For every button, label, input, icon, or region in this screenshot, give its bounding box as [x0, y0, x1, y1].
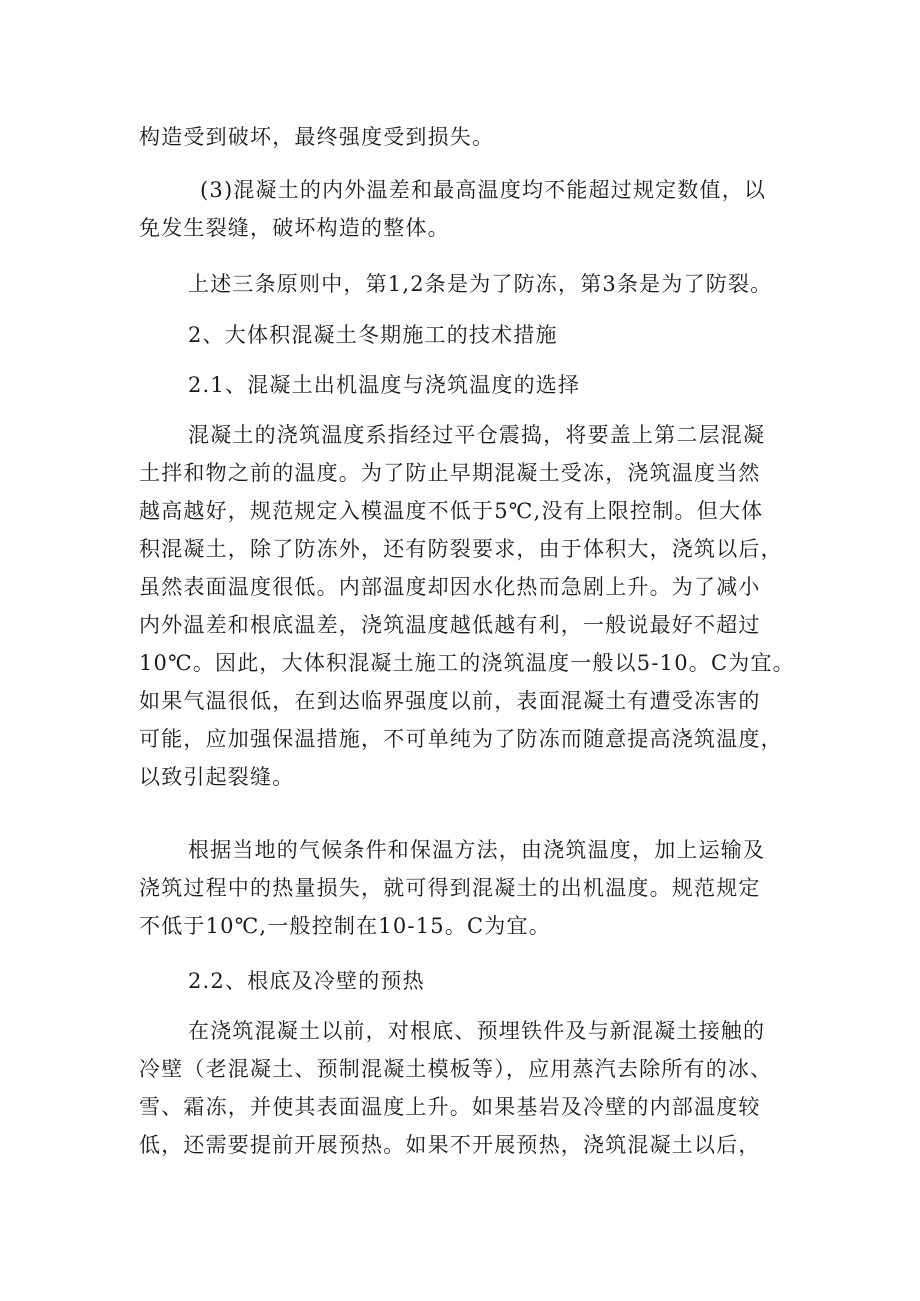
- text-line: 免发生裂缝，破坏构造的整体。: [139, 216, 450, 240]
- text-line: 越高越好，规范规定入模温度不低于5℃,没有上限控制。但大体: [139, 499, 764, 523]
- text-line: 可能，应加强保温措施，不可单纯为了防冻而随意提高浇筑温度，: [139, 727, 783, 751]
- text-line: 内外温差和根底温差，浇筑温度越低越有利，一般说最好不超过: [139, 613, 761, 637]
- text-line: 低，还需要提前开展预热。如果不开展预热，浇筑混凝土以后，: [139, 1133, 761, 1157]
- text-line: 土拌和物之前的温度。为了防止早期混凝土受冻，浇筑温度当然: [139, 461, 761, 485]
- subsection-heading: 2.1、混凝土出机温度与浇筑温度的选择: [188, 373, 581, 397]
- text-line: 虽然表面温度很低。内部温度却因水化热而急剧上升。为了减小: [139, 575, 761, 599]
- text-line: 浇筑过程中的热量损失，就可得到混凝土的出机温度。规范规定: [139, 876, 761, 900]
- section-heading: 2、大体积混凝土冬期施工的技术措施: [188, 323, 558, 347]
- text-line: 不低于10℃,一般控制在10-15。C为宜。: [139, 914, 551, 938]
- text-line: 10℃。因此，大体积混凝土施工的浇筑温度一般以5-10。C为宜。: [139, 651, 795, 675]
- text-line: 以致引起裂缝。: [139, 765, 295, 789]
- text-line: 根据当地的气候条件和保温方法，由浇筑温度，加上运输及: [188, 838, 766, 862]
- text-line: 雪、霜冻，并使其表面温度上升。如果基岩及冷壁的内部温度较: [139, 1095, 761, 1119]
- text-line: 积混凝土，除了防冻外，还有防裂要求，由于体积大，浇筑以后，: [139, 537, 783, 561]
- text-line: (3)混凝土的内外温差和最高温度均不能超过规定数值，以: [200, 178, 767, 202]
- text-line: 混凝土的浇筑温度系指经过平仓震捣，将要盖上第二层混凝: [188, 423, 766, 447]
- text-line: 构造受到破坏，最终强度受到损失。: [139, 125, 495, 149]
- subsection-heading: 2.2、根底及冷壁的预热: [188, 969, 425, 993]
- text-line: 冷壁（老混凝土、预制混凝土模板等），应用蒸汽去除所有的冰、: [139, 1057, 773, 1081]
- text-line: 如果气温很低，在到达临界强度以前，表面混凝土有遭受冻害的: [139, 689, 761, 713]
- text-line: 上述三条原则中，第1,2条是为了防冻，第3条是为了防裂。: [188, 272, 773, 296]
- text-line: 在浇筑混凝土以前，对根底、预埋铁件及与新混凝土接触的: [188, 1019, 766, 1043]
